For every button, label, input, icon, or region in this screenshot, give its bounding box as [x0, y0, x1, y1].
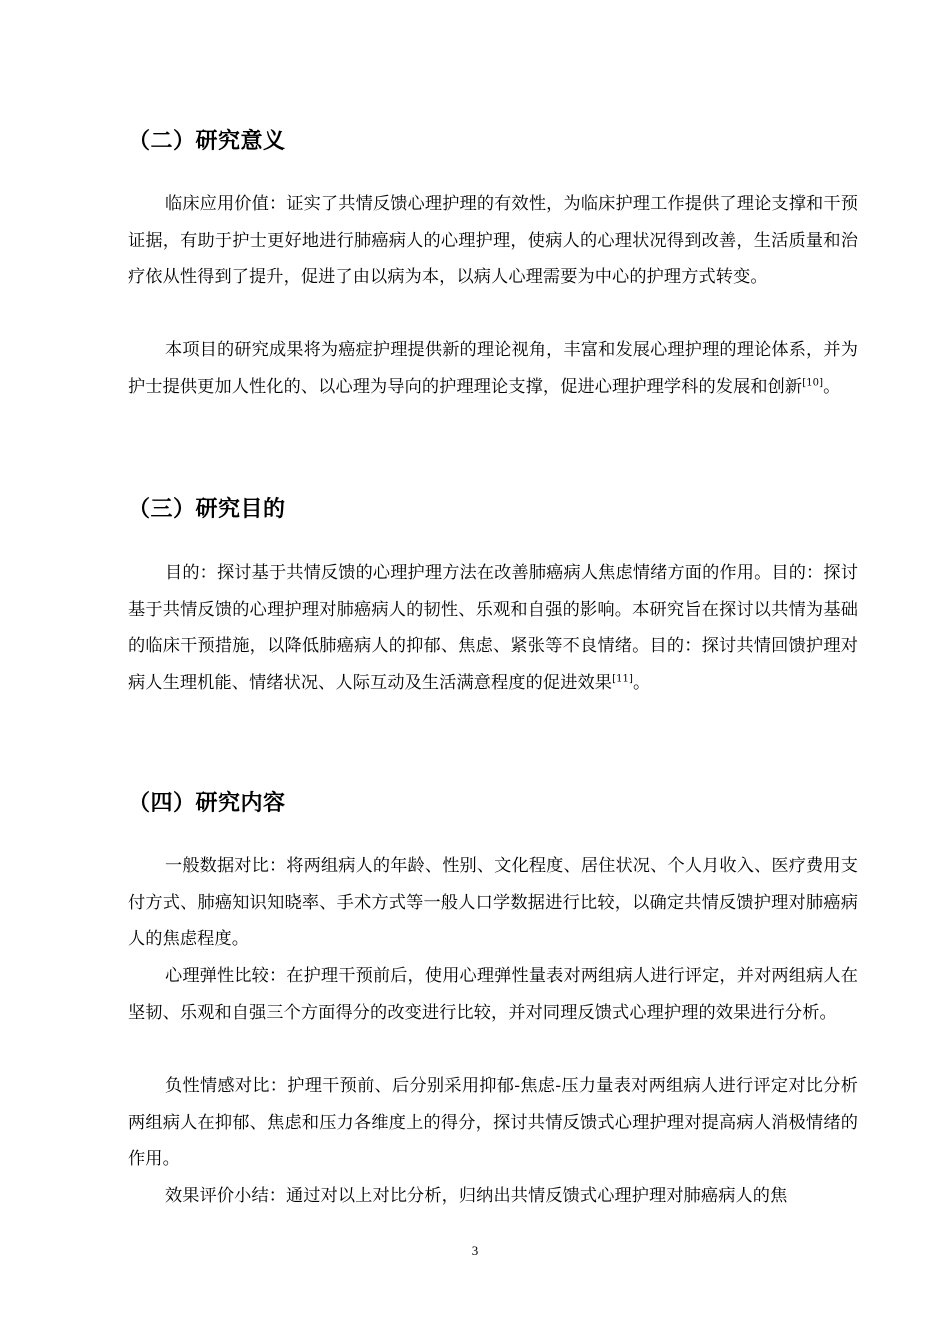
paragraph-clinical-value [128, 186, 858, 296]
paragraph-text: 目的：探讨基于共情反馈的心理护理方法在改善肺癌病人焦虑情绪方面的作用。目的：探讨基于共情反馈的心理护理对肺癌病人的韧性、乐观和自强的影响。本研究旨在探讨以共情为基础的临床干预措施，以降低肺癌病人的抑郁、焦虑、紧张等不良情绪。目的：探讨共情回馈护理对病人生理机能、情绪状况、人际互动及生活满意程度的促进效果 [128, 563, 858, 693]
paragraph-objectives [128, 555, 858, 701]
paragraph-text: 一般数据对比：将两组病人的年龄、性别、文化程度、居住状况、个人月收入、医疗费用支付方式、肺癌知识知晓率、手术方式等一般人口学数据进行比较，以确定共情反馈护理对肺癌病人的焦虑程度。 [128, 856, 858, 949]
paragraph-text: 负性情感对比：护理干预前、后分别采用抑郁-焦虑-压力量表对两组病人进行评定对比分析两组病人在抑郁、焦虑和压力各维度上的得分，探讨共情反馈式心理护理对提高病人消极情绪的作用。 [128, 1076, 858, 1169]
paragraph-text: 本项目的研究成果将为癌症护理提供新的理论视角，丰富和发展心理护理的理论体系，并为护士提供更加人性化的、以心理为导向的护理理论支撑，促进心理护理学科的发展和创新 [128, 340, 858, 397]
section-heading-content: （四）研究内容 [128, 791, 286, 816]
paragraph-negative-affect [128, 1068, 858, 1178]
paragraph-tail: 。 [823, 376, 841, 397]
paragraph-general-data [128, 848, 858, 958]
paragraph-tail: 。 [633, 672, 651, 693]
paragraph-resilience [128, 958, 858, 1031]
paragraph-summary [128, 1178, 858, 1215]
page-number: 3 [471, 1243, 479, 1258]
citation-reference: [11] [612, 672, 633, 684]
section-heading-significance: （二）研究意义 [128, 129, 286, 154]
paragraph-research-outcome [128, 332, 858, 405]
paragraph-text: 心理弹性比较：在护理干预前后，使用心理弹性量表对两组病人进行评定，并对两组病人在坚韧、乐观和自强三个方面得分的改变进行比较，并对同理反馈式心理护理的效果进行分析。 [128, 966, 858, 1023]
section-heading-objective: （三）研究目的 [128, 497, 286, 522]
paragraph-text: 临床应用价值：证实了共情反馈心理护理的有效性，为临床护理工作提供了理论支撑和干预证据，有助于护士更好地进行肺癌病人的心理护理，使病人的心理状况得到改善，生活质量和治疗依从性得到了提升，促进了由以病为本，以病人心理需要为中心的护理方式转变。 [128, 194, 858, 287]
citation-reference: [10] [802, 376, 824, 388]
paragraph-text: 效果评价小结：通过对以上对比分析，归纳出共情反馈式心理护理对肺癌病人的焦 [165, 1186, 788, 1206]
